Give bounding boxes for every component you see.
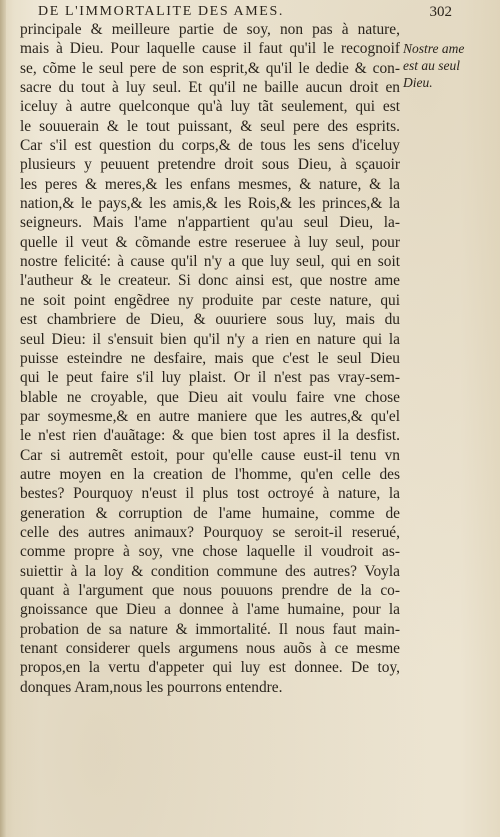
text-line: autre moyen en la creation de l'homme, qu'en celle des (20, 465, 400, 483)
text-line: puisse esteindre ne desfaire, mais que c'est le seul Dieu (20, 349, 400, 367)
margin-note-line: Nostre ame (403, 41, 465, 56)
text-line: seigneurs. Mais l'ame n'appartient qu'au seul Dieu, la- (20, 214, 400, 232)
text-line: les peres & meres,& les enfans mesmes, & nature, & la (20, 175, 400, 193)
text-line: probation de sa nature & immortalité. Il nous faut main- (20, 620, 400, 638)
text-line: blable ne croyable, que Dieu ait voulu faire vne chose (20, 388, 400, 406)
text-line: Car s'il est question du corps,& de tous les sens d'iceluy (20, 137, 400, 155)
text-line: sacre du tout à luy seul. Et qu'il ne baille aucun droit en (20, 79, 400, 97)
text-line: suiettir à la loy & condition commune des autres? Voyla (20, 562, 400, 580)
text-line: le n'est rien d'auãtage: & que bien tost apres il la desfist. (20, 427, 400, 445)
margin-note-line: Dieu. (403, 75, 433, 90)
text-line: principale & meilleure partie de soy, non pas à nature, (20, 21, 400, 38)
text-line: le souuerain & le tout puissant, & seul pere des esprits. (20, 117, 400, 135)
text-line: quelle il veut & cõmande estre reseruee à luy seul, pour (20, 233, 400, 251)
text-line: l'autheur & le createur. Si donc ainsi est, que nostre ame (20, 272, 400, 290)
text-line: mais à Dieu. Pour laquelle cause il faut qu'il le recognoif (20, 40, 400, 58)
body-text (20, 20, 400, 697)
text-line: celle des autres animaux? Pourquoy se seroit-il reserué, (20, 523, 400, 541)
text-line: iceluy à autre quelconque qu'à luy tãt seulement, qui est (20, 98, 400, 116)
text-line: nostre felicité: à cause qu'il n'y a que luy seul, qui en soit (20, 253, 400, 271)
text-line: qui le peut faire s'il luy plaist. Or il n'est pas vray-sem- (20, 369, 400, 387)
text-line: nation,& le pays,& les amis,& les Rois,& les princes,& la (20, 195, 400, 213)
text-line: est chambriere de Dieu, & ouuriere sous luy, mais du (20, 311, 400, 329)
running-title: DE L'IMMORTALITE DES AMES. (38, 4, 284, 19)
text-line: gnoissance que Dieu a donnee à l'ame humaine, pour la (20, 601, 400, 619)
page-number: 302 (429, 4, 452, 20)
text-line: generation & corruption de l'ame humaine, comme de (20, 504, 400, 522)
text-line: bestes? Pourquoy n'eust il plus tost octroyé à nature, la (20, 485, 400, 503)
text-line: plusieurs y peuuent pretendre droit sous Dieu, à sçauoir (20, 156, 400, 174)
text-line: donques Aram,nous les pourrons entendre. (20, 678, 283, 696)
page-gutter-shadow (0, 0, 6, 837)
text-line: seul Dieu: il s'ensuit bien qu'il n'y a rien en nature qui la (20, 330, 400, 348)
text-line: se, cõme le seul pere de son esprit,& qu'il le dedie & con- (20, 59, 400, 77)
text-line: propos,en la vertu d'appeter qui luy est donnee. De toy, (20, 659, 400, 677)
margin-note-line: est au seul (403, 58, 460, 73)
margin-note (403, 40, 495, 91)
text-line: tenant considerer quels argumens nous auõs à ce mesme (20, 640, 400, 657)
text-line: par soymesme,& en autre maniere que les autres,& qu'el (20, 407, 400, 425)
text-line: quant à l'argument que nous pouuons prendre de la co- (20, 581, 400, 599)
text-line: ne soit point engẽdree ny produite par ceste nature, qui (20, 291, 400, 309)
text-line: Car si autremẽt estoit, pour qu'elle cause eust-il tenu vn (20, 446, 400, 464)
text-line: comme propre à soy, vne chose laquelle il voudroit as- (20, 543, 400, 561)
